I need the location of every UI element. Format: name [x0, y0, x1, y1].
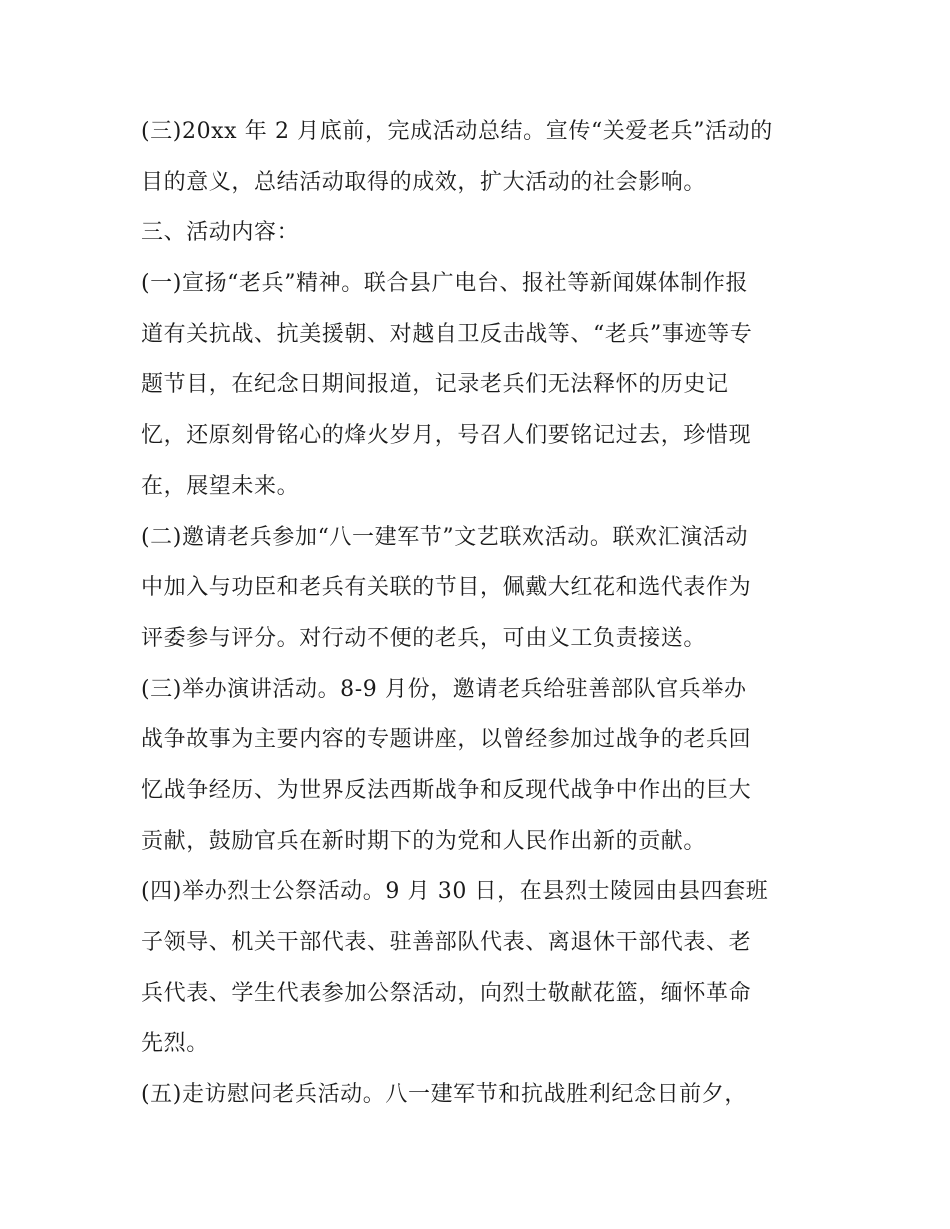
text-line: 忆战争经历、为世界反法西斯战争和反现代战争中作出的巨大 [141, 777, 752, 803]
text-line: (三)举办演讲活动。8-9 月份，邀请老兵给驻善部队官兵举办 [141, 676, 747, 702]
text-line: 子领导、机关干部代表、驻善部队代表、离退休干部代表、老 [141, 930, 752, 955]
text-line: (一)宣扬“老兵”精神。联合县广电台、报社等新闻媒体制作报 [141, 271, 749, 297]
document-body [141, 107, 821, 1121]
text-line: (二)邀请老兵参加“八一建军节”文艺联欢活动。联欢汇演活动 [141, 524, 749, 550]
text-line: 先烈。 [141, 1031, 209, 1057]
text-line: 目的意义，总结活动取得的成效，扩大活动的社会影响。 [141, 169, 707, 195]
text-line: 贡献，鼓励官兵在新时期下的为党和人民作出新的贡献。 [141, 828, 707, 854]
text-line: 评委参与评分。对行动不便的老兵，可由义工负责接送。 [141, 625, 707, 651]
text-line: 道有关抗战、抗美援朝、对越自卫反击战等、“老兵”事迹等专 [141, 321, 753, 347]
text-line: (四)举办烈士公祭活动。9 月 30 日，在县烈士陵园由县四套班 [141, 879, 769, 905]
text-line: (三)20xx 年 2 月底前，完成活动总结。宣传“关爱老兵”活动的 [141, 119, 773, 144]
text-line: 战争故事为主要内容的专题讲座，以曾经参加过战争的老兵回 [141, 727, 752, 753]
text-line: 忆，还原刻骨铭心的烽火岁月，号召人们要铭记过去，珍惜现 [141, 423, 752, 449]
text-line: 兵代表、学生代表参加公祭活动，向烈士敬献花篮，缅怀革命 [141, 980, 752, 1006]
text-line: 题节目，在纪念日期间报道，记录老兵们无法释怀的历史记 [141, 372, 729, 398]
text-line: 在，展望未来。 [141, 473, 300, 499]
section-heading: 三、活动内容： [141, 220, 300, 246]
text-line: 中加入与功臣和老兵有关联的节目，佩戴大红花和选代表作为 [141, 575, 752, 601]
text-line: (五)走访慰问老兵活动。八一建军节和抗战胜利纪念日前夕， [141, 1082, 747, 1108]
